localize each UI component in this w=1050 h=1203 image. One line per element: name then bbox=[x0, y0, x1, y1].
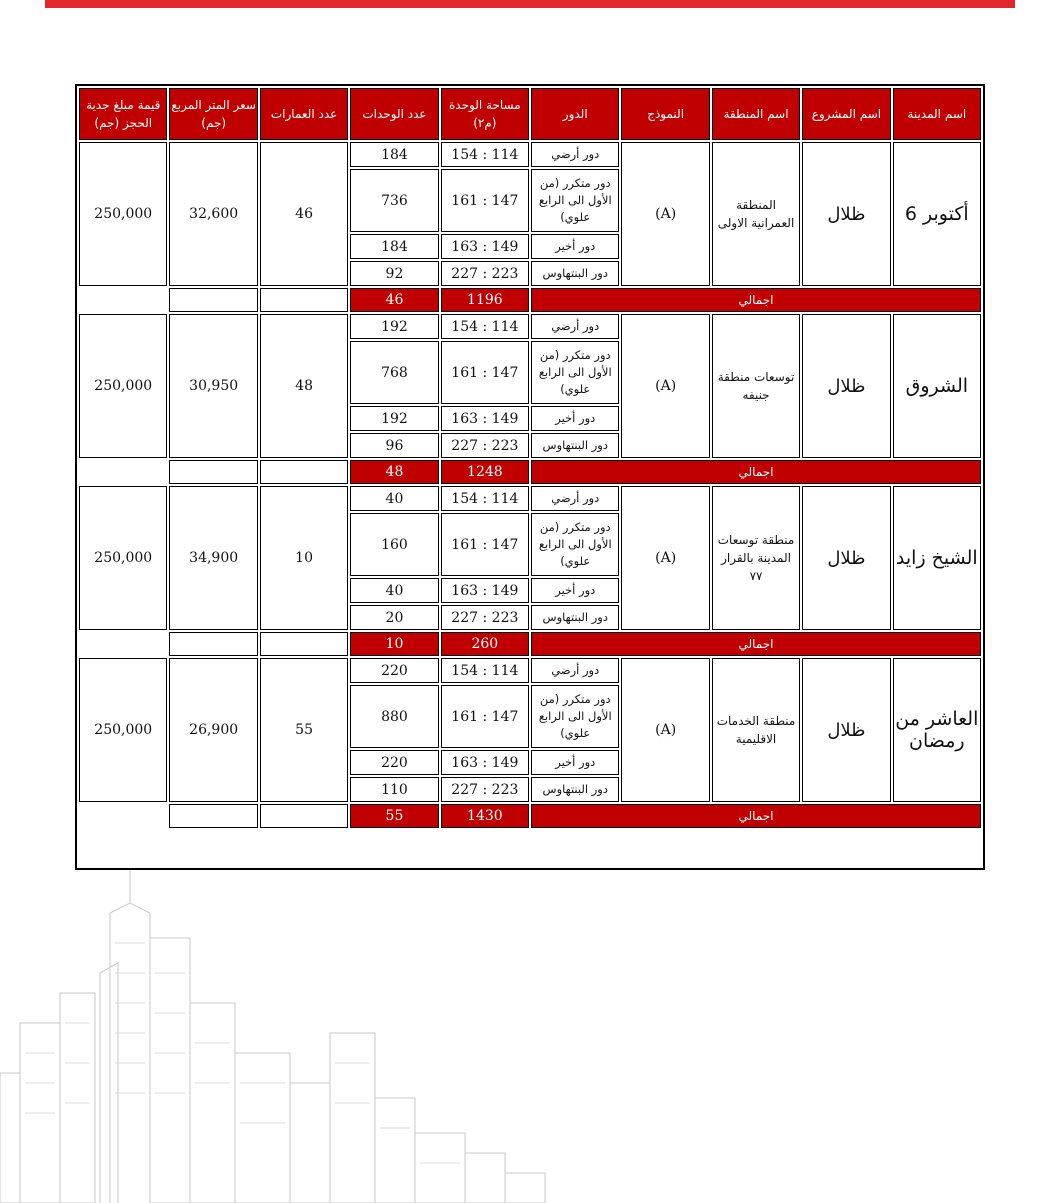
total-buildings: 10 bbox=[350, 632, 438, 656]
floor-cell: دور البنتهاوس bbox=[531, 777, 619, 802]
total-label: اجمالي bbox=[531, 632, 981, 656]
floor-cell: دور متكرر (من الأول الى الرابع علوي) bbox=[531, 169, 619, 232]
header-floor: الدور bbox=[531, 88, 619, 140]
header-area: اسم المنطقة bbox=[712, 88, 800, 140]
total-row bbox=[79, 804, 981, 828]
model-cell: (A) bbox=[621, 658, 709, 802]
area-cell: منطقة الخدمات الاقليمية bbox=[712, 658, 800, 802]
total-units: 1248 bbox=[441, 460, 529, 484]
total-empty-cell bbox=[260, 460, 348, 484]
project-cell: ظلال bbox=[802, 314, 890, 458]
model-cell: (A) bbox=[621, 314, 709, 458]
total-row bbox=[79, 288, 981, 312]
total-empty-cell bbox=[260, 288, 348, 312]
total-row bbox=[79, 632, 981, 656]
total-label: اجمالي bbox=[531, 460, 981, 484]
unit-area-cell: 114 : 154 bbox=[441, 142, 529, 167]
buildings-cell: 46 bbox=[260, 142, 348, 286]
reservation-cell: 250,000 bbox=[79, 658, 167, 802]
total-empty-cell bbox=[260, 804, 348, 828]
city-cell: أكتوبر 6 bbox=[893, 142, 981, 286]
total-units: 1430 bbox=[441, 804, 529, 828]
unit-area-cell: 147 : 161 bbox=[441, 513, 529, 576]
total-buildings: 55 bbox=[350, 804, 438, 828]
unit-area-cell: 114 : 154 bbox=[441, 658, 529, 683]
units-cell: 20 bbox=[350, 605, 438, 630]
project-cell: ظلال bbox=[802, 486, 890, 630]
unit-area-cell: 114 : 154 bbox=[441, 314, 529, 339]
price-cell: 26,900 bbox=[169, 658, 257, 802]
header-model: النموذج bbox=[621, 88, 709, 140]
area-cell: منطقة توسعات المدينة بالقرار ٧٧ bbox=[712, 486, 800, 630]
units-cell: 880 bbox=[350, 685, 438, 748]
unit-area-cell: 223 : 227 bbox=[441, 261, 529, 286]
reservation-cell: 250,000 bbox=[79, 486, 167, 630]
buildings-cell: 48 bbox=[260, 314, 348, 458]
header-unit-area: مساحة الوحدة (م٢) bbox=[441, 88, 529, 140]
floor-cell: دور أخير bbox=[531, 578, 619, 603]
units-cell: 40 bbox=[350, 486, 438, 511]
units-cell: 768 bbox=[350, 341, 438, 404]
units-cell: 192 bbox=[350, 314, 438, 339]
floor-cell: دور متكرر (من الأول الى الرابع علوي) bbox=[531, 685, 619, 748]
project-cell: ظلال bbox=[802, 658, 890, 802]
top-accent-bar bbox=[45, 0, 1015, 8]
units-cell: 184 bbox=[350, 142, 438, 167]
units-cell: 192 bbox=[350, 406, 438, 431]
floor-cell: دور أخير bbox=[531, 750, 619, 775]
price-cell: 30,950 bbox=[169, 314, 257, 458]
header-buildings-count: عدد العمارات bbox=[260, 88, 348, 140]
floor-cell: دور أخير bbox=[531, 406, 619, 431]
unit-area-cell: 223 : 227 bbox=[441, 433, 529, 458]
units-cell: 184 bbox=[350, 234, 438, 259]
price-cell: 32,600 bbox=[169, 142, 257, 286]
total-label: اجمالي bbox=[531, 804, 981, 828]
header-project: اسم المشروع bbox=[802, 88, 890, 140]
floor-cell: دور متكرر (من الأول الى الرابع علوي) bbox=[531, 341, 619, 404]
header-units-count: عدد الوحدات bbox=[350, 88, 438, 140]
floor-cell: دور أرضي bbox=[531, 486, 619, 511]
total-empty-cell bbox=[169, 288, 257, 312]
total-buildings: 48 bbox=[350, 460, 438, 484]
unit-area-cell: 147 : 161 bbox=[441, 685, 529, 748]
units-cell: 220 bbox=[350, 658, 438, 683]
floor-cell: دور أرضي bbox=[531, 142, 619, 167]
city-cell: الشيخ زايد bbox=[893, 486, 981, 630]
buildings-cell: 55 bbox=[260, 658, 348, 802]
total-empty-cell bbox=[169, 804, 257, 828]
unit-area-cell: 149 : 163 bbox=[441, 578, 529, 603]
floor-cell: دور أرضي bbox=[531, 314, 619, 339]
units-cell: 92 bbox=[350, 261, 438, 286]
total-row bbox=[79, 460, 981, 484]
unit-area-cell: 149 : 163 bbox=[441, 406, 529, 431]
total-empty-cell bbox=[260, 632, 348, 656]
area-cell: المنطقة العمرانية الاولى bbox=[712, 142, 800, 286]
floor-cell: دور أخير bbox=[531, 234, 619, 259]
total-empty-cell bbox=[169, 632, 257, 656]
area-cell: توسعات منطقة جنيفه bbox=[712, 314, 800, 458]
table-row bbox=[79, 314, 981, 339]
floor-cell: دور متكرر (من الأول الى الرابع علوي) bbox=[531, 513, 619, 576]
units-cell: 96 bbox=[350, 433, 438, 458]
units-cell: 40 bbox=[350, 578, 438, 603]
unit-area-cell: 147 : 161 bbox=[441, 169, 529, 232]
header-reservation-amount: قيمة مبلغ جدية الحجز (جم) bbox=[79, 88, 167, 140]
city-cell: العاشر من رمضان bbox=[893, 658, 981, 802]
header-city: اسم المدينة bbox=[893, 88, 981, 140]
unit-area-cell: 114 : 154 bbox=[441, 486, 529, 511]
model-cell: (A) bbox=[621, 486, 709, 630]
city-skyline-illustration bbox=[0, 843, 560, 1203]
price-cell: 34,900 bbox=[169, 486, 257, 630]
units-cell: 736 bbox=[350, 169, 438, 232]
buildings-cell: 10 bbox=[260, 486, 348, 630]
units-cell: 160 bbox=[350, 513, 438, 576]
projects-table-frame bbox=[75, 84, 985, 870]
floor-cell: دور البنتهاوس bbox=[531, 433, 619, 458]
total-buildings: 46 bbox=[350, 288, 438, 312]
unit-area-cell: 223 : 227 bbox=[441, 777, 529, 802]
project-cell: ظلال bbox=[802, 142, 890, 286]
table-row bbox=[79, 142, 981, 167]
floor-cell: دور البنتهاوس bbox=[531, 605, 619, 630]
unit-area-cell: 223 : 227 bbox=[441, 605, 529, 630]
units-cell: 110 bbox=[350, 777, 438, 802]
units-cell: 220 bbox=[350, 750, 438, 775]
reservation-cell: 250,000 bbox=[79, 142, 167, 286]
reservation-cell: 250,000 bbox=[79, 314, 167, 458]
unit-area-cell: 149 : 163 bbox=[441, 750, 529, 775]
unit-area-cell: 147 : 161 bbox=[441, 341, 529, 404]
unit-area-cell: 149 : 163 bbox=[441, 234, 529, 259]
table-row bbox=[79, 658, 981, 683]
header-price-per-meter: سعر المتر المربع (جم) bbox=[169, 88, 257, 140]
floor-cell: دور البنتهاوس bbox=[531, 261, 619, 286]
table-row bbox=[79, 486, 981, 511]
model-cell: (A) bbox=[621, 142, 709, 286]
projects-table bbox=[77, 86, 983, 830]
total-units: 1196 bbox=[441, 288, 529, 312]
total-label: اجمالي bbox=[531, 288, 981, 312]
total-units: 260 bbox=[441, 632, 529, 656]
city-cell: الشروق bbox=[893, 314, 981, 458]
floor-cell: دور أرضي bbox=[531, 658, 619, 683]
header-row bbox=[79, 88, 981, 140]
total-empty-cell bbox=[169, 460, 257, 484]
